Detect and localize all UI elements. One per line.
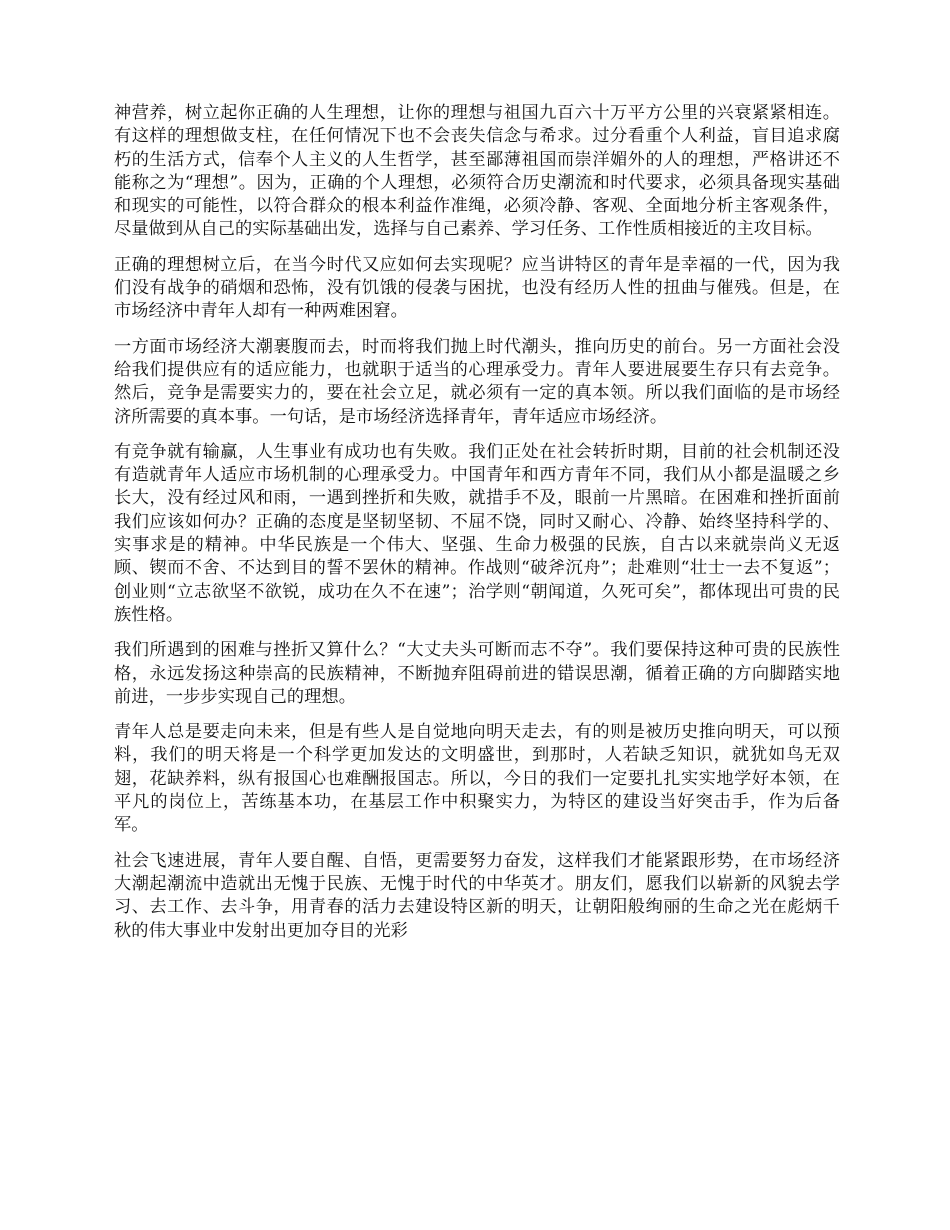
paragraph: 一方面市场经济大潮裹腹而去，时而将我们抛上时代潮头，推向历史的前台。另一方面社会没给我们提供应有的适应能力，也就职于适当的心理承受力。青年人要进展要生存只有去竞争。然后，竞争是需要实力的，要在社会立足，就必须有一定的真本领。所以我们面临的是市场经济所需要的真本事。一句话，是市场经济选择青年，青年适应市场经济。 xyxy=(114,336,840,427)
paragraph: 正确的理想树立后，在当今时代又应如何去实现呢？应当讲特区的青年是幸福的一代，因为我们没有战争的硝烟和恐怖，没有饥饿的侵袭与困扰，也没有经历人性的扭曲与催残。但是，在市场经济中青年人却有一种两难困窘。 xyxy=(114,254,840,322)
document-body xyxy=(114,102,840,955)
paragraph: 神营养，树立起你正确的人生理想，让你的理想与祖国九百六十万平方公里的兴衰紧紧相连。有这样的理想做支柱，在任何情况下也不会丧失信念与希求。过分看重个人利益，盲目追求腐朽的生活方式，信奉个人主义的人生哲学，甚至鄙薄祖国而崇洋媚外的人的理想，严格讲还不能称之为“理想”。因为，正确的个人理想，必须符合历史潮流和时代要求，必须具备现实基础和现实的可能性，以符合群众的根本利益作准绳，必须冷静、客观、全面地分析主客观条件，尽量做到从自己的实际基础出发，选择与自己素养、学习任务、工作性质相接近的主攻目标。 xyxy=(114,103,840,240)
paragraph: 有竞争就有输赢，人生事业有成功也有失败。我们正处在社会转折时期，目前的社会机制还没有造就青年人适应市场机制的心理承受力。中国青年和西方青年不同，我们从小都是温暖之乡长大，没有经过风和雨，一遇到挫折和失败，就措手不及，眼前一片黑暗。在困难和挫折面前我们应该如何办？正确的态度是坚韧坚韧、不屈不饶，同时又耐心、冷静、始终坚持科学的、实事求是的精神。中华民族是一个伟大、坚强、生命力极强的民族，自古以来就崇尚义无返顾、锲而不舍、不达到目的誓不罢休的精神。作战则“破斧沉舟”；赴难则“壮士一去不复返”；创业则“立志欲坚不欲锐，成功在久不在速”；治学则“朝闻道，久死可矣”，都体现出可贵的民族性格。 xyxy=(114,441,840,625)
paragraph: 社会飞速进展，青年人要自醒、自悟，更需要努力奋发，这样我们才能紧跟形势，在市场经济大潮起潮流中造就出无愧于民族、无愧于时代的中华英才。朋友们，愿我们以崭新的风貌去学习、去工作、去斗争，用青春的活力去建设特区新的明天，让朝阳般绚丽的生命之光在彪炳千秋的伟大事业中发射出更加夺目的光彩 xyxy=(114,850,840,941)
paragraph: 我们所遇到的困难与挫折又算什么？“大丈夫头可断而志不夺”。我们要保持这种可贵的民族性格，永远发扬这种崇高的民族精神，不断抛弃阻碍前进的错误思潮，循着正确的方向脚踏实地前进，一步步实现自己的理想。 xyxy=(114,640,840,707)
paragraph: 青年人总是要走向未来，但是有些人是自觉地向明天走去，有的则是被历史推向明天，可以预料，我们的明天将是一个科学更加发达的文明盛世，到那时，人若缺乏知识，就犹如鸟无双翅，花缺养料，纵有报国心也难酬报国志。所以，今日的我们一定要扎扎实实地学好本领，在平凡的岗位上，苦练基本功，在基层工作中积聚实力，为特区的建设当好突击手，作为后备军。 xyxy=(114,722,840,836)
